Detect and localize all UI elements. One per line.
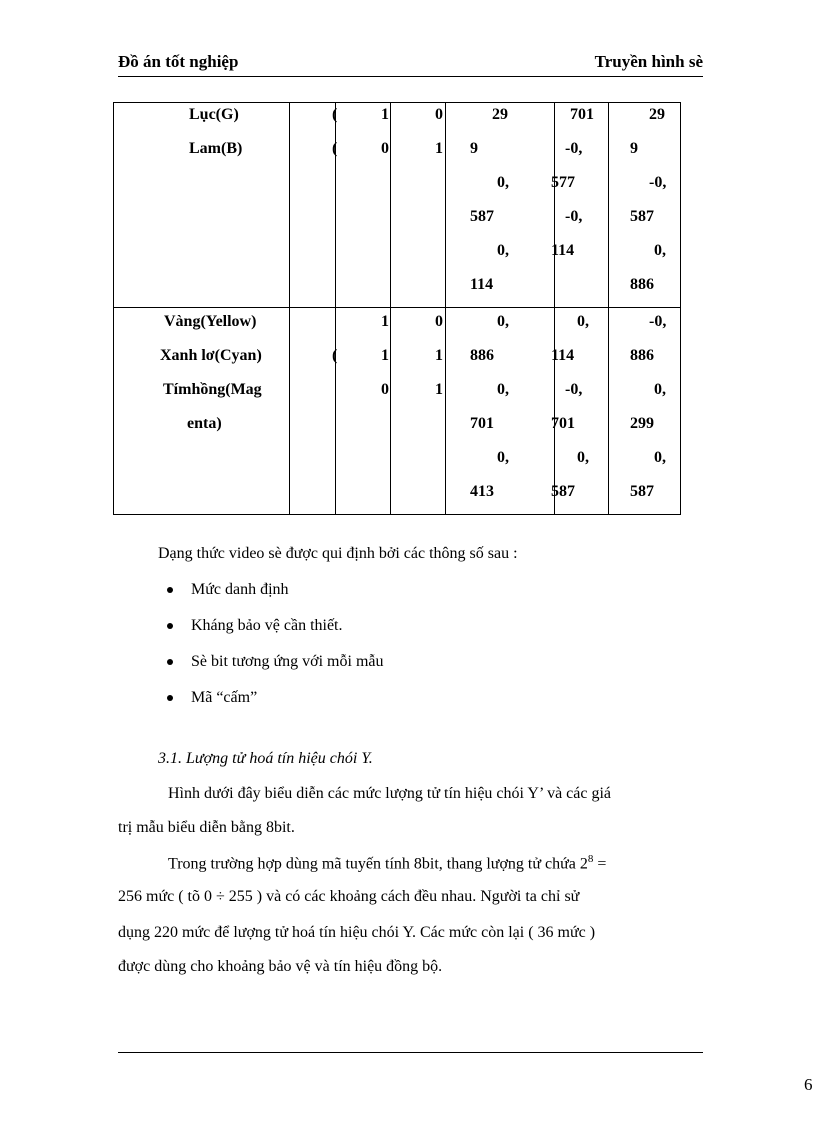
table-cell: 0 [381, 381, 389, 398]
table-cell: 114 [551, 347, 575, 364]
table-cell: 886 [630, 276, 654, 293]
table-row-name: Lục(G) [189, 106, 239, 123]
table-cell: 0 [435, 106, 443, 123]
paragraph-line: trị mẫu biểu diễn bằng 8bit. [118, 819, 295, 836]
table-cell: -0, [649, 313, 667, 330]
table-cell: 587 [630, 208, 654, 225]
paragraph-text: = [593, 855, 607, 873]
list-item [167, 680, 383, 716]
bullet-list [167, 572, 383, 716]
list-item-text: Kháng bảo vệ cần thiết. [191, 617, 343, 634]
table-cell: 1 [381, 106, 389, 123]
table-row-name: Lam(B) [189, 140, 243, 157]
section-heading: 3.1. Lượng tử hoá tín hiệu chói Y. [158, 750, 373, 767]
table-row-name: enta) [187, 415, 222, 432]
intro-text: Dạng thức video sè được qui định bởi các thông số sau : [158, 545, 518, 562]
list-item [167, 608, 383, 644]
table-cell: 29 [649, 106, 665, 123]
table-cell: 587 [470, 208, 494, 225]
paragraph-line: 256 mức ( tõ 0 ÷ 255 ) và có các khoảng cách đều nhau. Người ta chỉ sử [118, 888, 580, 905]
list-item-text: Mã “cấm” [191, 689, 258, 706]
table-cell: 29 [492, 106, 508, 123]
table-cell: 701 [570, 106, 594, 123]
table-cell: 1 [381, 347, 389, 364]
table-cell: 886 [630, 347, 654, 364]
table-cell: 0, [497, 381, 509, 398]
table-cell: 0, [654, 242, 666, 259]
bullet-icon [167, 587, 173, 593]
table-cell: 0, [654, 449, 666, 466]
table-cell: 9 [630, 140, 638, 157]
table-cell: 0, [577, 449, 589, 466]
table-cell: ( [332, 106, 338, 123]
table-cell: 1 [435, 347, 443, 364]
table-cell: 413 [470, 483, 494, 500]
paragraph-text: Trong trường hợp dùng mã tuyến tính 8bit, thang lượng tử chứa 2 [168, 855, 588, 873]
table-cell: 9 [470, 140, 478, 157]
footer-divider [118, 1052, 703, 1053]
table-cell: -0, [649, 174, 667, 191]
table-cell: 0, [497, 449, 509, 466]
paragraph-line: dụng 220 mức để lượng tử hoá tín hiệu chói Y. Các mức còn lại ( 36 mức ) [118, 924, 596, 941]
superscript: 8 [587, 853, 594, 865]
table-cell: 1 [381, 313, 389, 330]
table-cell: 0 [381, 140, 389, 157]
table-cell: 0, [497, 242, 509, 259]
table-row-name: Vàng(Yellow) [164, 313, 257, 330]
bullet-icon [167, 695, 173, 701]
paragraph-line: được dùng cho khoảng bảo vệ và tín hiệu đồng bộ. [118, 958, 443, 975]
table-column-divider [445, 103, 446, 514]
table-cell: 1 [435, 140, 443, 157]
list-item-text: Sè bit tương ứng với mỗi mẫu [191, 653, 384, 670]
table-column-divider [289, 103, 290, 514]
paragraph-line [168, 853, 606, 873]
table-cell: 701 [470, 415, 494, 432]
bullet-icon [167, 623, 173, 629]
table-column-divider [554, 103, 555, 514]
table-cell: 0, [497, 174, 509, 191]
table-cell: ( [332, 140, 338, 157]
table-cell: 0, [497, 313, 509, 330]
table-cell: -0, [565, 381, 583, 398]
table-cell: -0, [565, 208, 583, 225]
header-title-right: Truyền hình sè [594, 52, 703, 71]
bullet-icon [167, 659, 173, 665]
table-column-divider [390, 103, 391, 514]
table-cell: 587 [551, 483, 575, 500]
table-cell: 114 [470, 276, 494, 293]
table-cell: 0, [654, 381, 666, 398]
table-cell: 114 [551, 242, 575, 259]
table-cell: 0 [435, 313, 443, 330]
table-cell: 299 [630, 415, 654, 432]
page-number: 6 [804, 1075, 813, 1094]
table-cell: 577 [551, 174, 575, 191]
table-row-name: Xanh lơ(Cyan) [160, 347, 262, 364]
table-cell: 886 [470, 347, 494, 364]
list-item [167, 644, 383, 680]
table-cell: 701 [551, 415, 575, 432]
table-cell: ( [332, 347, 338, 364]
list-item-text: Mức danh định [191, 581, 289, 598]
header-title-left: Đồ án tốt nghiệp [118, 52, 239, 71]
table-cell: -0, [565, 140, 583, 157]
table-row-name: Tímhồng(Mag [163, 381, 262, 398]
table-column-divider [608, 103, 609, 514]
table-cell: 587 [630, 483, 654, 500]
page-header [118, 52, 703, 77]
table-cell: 0, [577, 313, 589, 330]
table-cell: 1 [435, 381, 443, 398]
list-item [167, 572, 383, 608]
paragraph-line: Hình dưới đây biểu diễn các mức lượng tử tín hiệu chói Y’ và các giá [168, 785, 612, 802]
color-table [113, 102, 681, 515]
